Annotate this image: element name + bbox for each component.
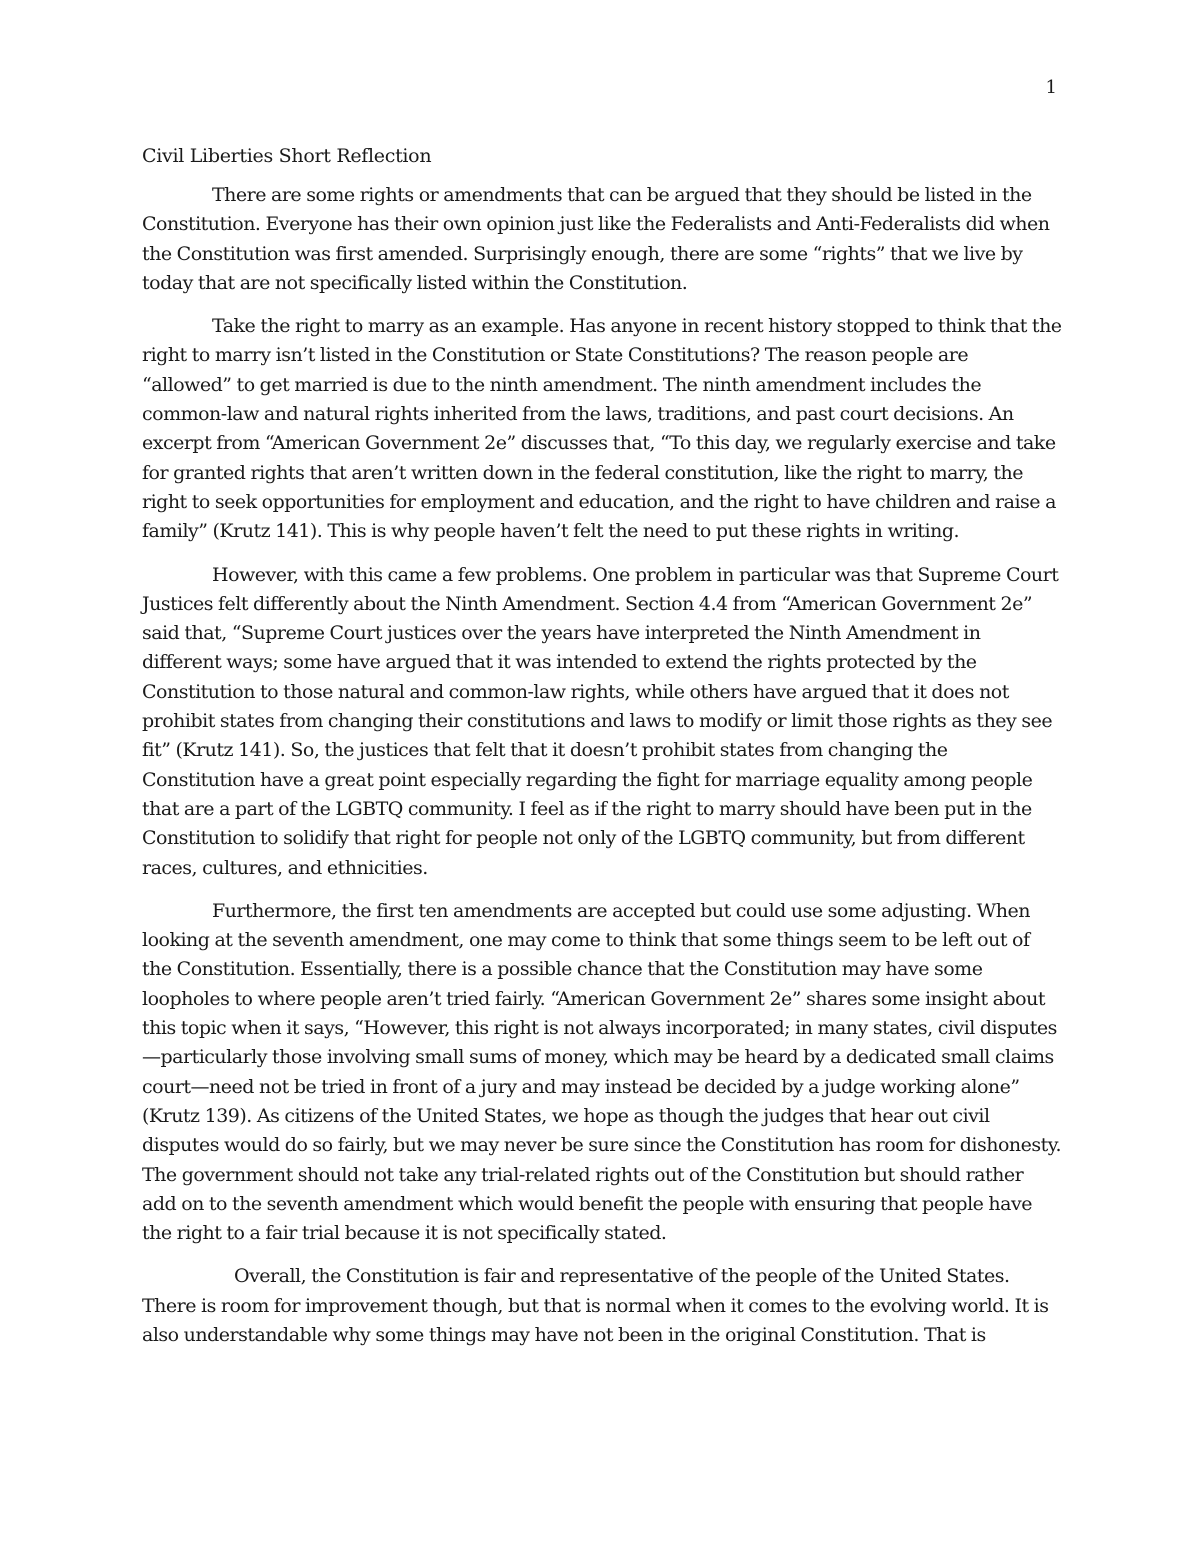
essay-title: Civil Liberties Short Reflection	[142, 145, 432, 167]
page-number: 1	[1045, 77, 1057, 98]
paragraph-conclusion: Overall, the Constitution is fair and representative of the people of the United States. There is room for improvement though, but that is normal when it comes to the evolving world. It is also understandable why some things may have not been in the original Constitution. That is	[142, 1265, 1049, 1346]
paragraph-intro: There are some rights or amendments that can be argued that they should be listed in the Constitution. Everyone has their own opinion just like the Federalists and Anti-Federalists did when the Constitution was first amended. Surprisingly enough, there are some “rights” that we live by today that are not specifically listed within the Constitution.	[142, 184, 1050, 294]
paragraph-right-to-marry: Take the right to marry as an example. Has anyone in recent history stopped to think that the right to marry isn’t listed in the Constitution or State Constitutions? The reason people are “allowed” to get married is due to the ninth amendment. The ninth amendment includes the common-law and natural rights inherited from the laws, traditions, and past court decisions. An excerpt from “American Government 2e” discusses that, “To this day, we regularly exercise and take for granted rights that aren’t written down in the federal constitution, like the right to marry, the right to seek opportunities for employment and education, and the right to have children and raise a family” (Krutz 141). This is why people haven’t felt the need to put these rights in writing.	[142, 315, 1062, 543]
paragraph-seventh-amendment: Furthermore, the first ten amendments are accepted but could use some adjusting. When looking at the seventh amendment, one may come to think that some things seem to be left out of the Constitution. Essentially, there is a possible chance that the Constitution may have some loopholes to where people aren’t tried fairly. “American Government 2e” shares some insight about this topic when it says, “However, this right is not always incorporated; in many states, civil disputes—particularly those involving small sums of money, which may be heard by a dedicated small claims court—need not be tried in front of a jury and may instead be decided by a judge working alone” (Krutz 139). As citizens of the United States, we hope as though the judges that hear out civil disputes would do so fairly, but we may never be sure since the Constitution has room for dishonesty. The government should not take any trial-related rights out of the Constitution but should rather add on to the seventh amendment which would benefit the people with ensuring that people have the right to a fair trial because it is not specifically stated.	[142, 899, 1062, 1245]
document-body	[142, 142, 1062, 1364]
paragraph-ninth-amendment: However, with this came a few problems. One problem in particular was that Supreme Court Justices felt differently about the Ninth Amendment. Section 4.4 from “American Government 2e” said that, “Supreme Court justices over the years have interpreted the Ninth Amendment in different ways; some have argued that it was intended to extend the rights protected by the Constitution to those natural and common-law rights, while others have argued that it does not prohibit states from changing their constitutions and laws to modify or limit those rights as they see fit” (Krutz 141). So, the justices that felt that it doesn’t prohibit states from changing the Constitution have a great point especially regarding the fight for marriage equality among people that are a part of the LGBTQ community. I feel as if the right to marry should have been put in the Constitution to solidify that right for people not only of the LGBTQ community, but from different races, cultures, and ethnicities.	[142, 563, 1059, 879]
